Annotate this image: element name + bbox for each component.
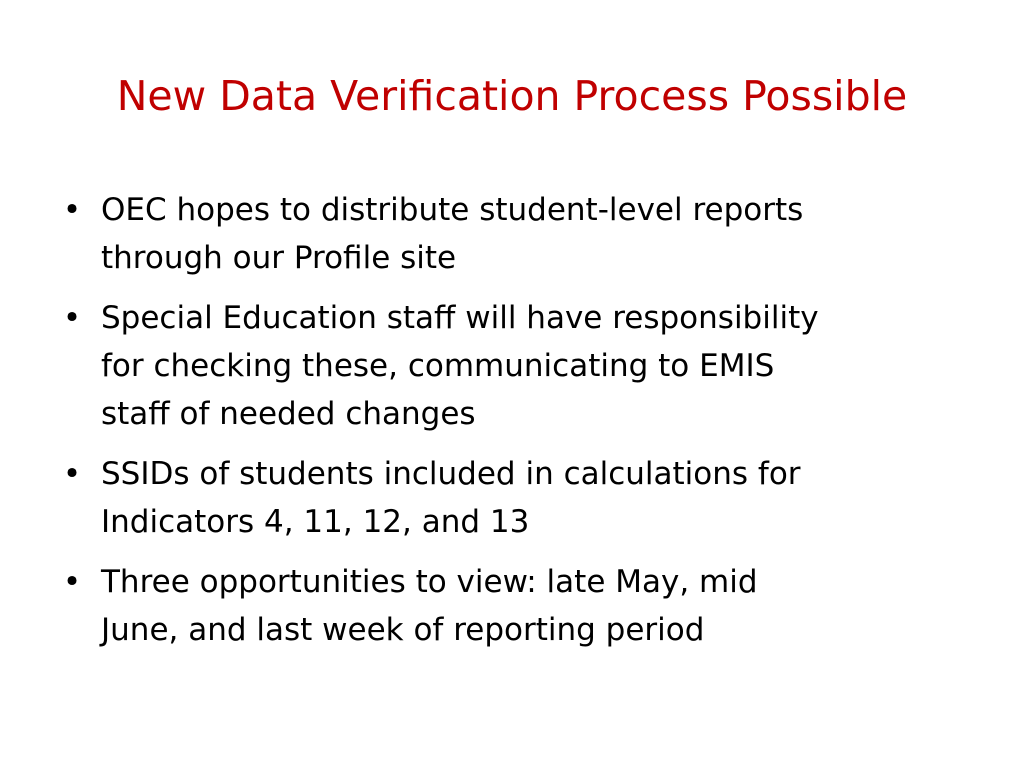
bullet-dot-icon: •	[62, 192, 82, 228]
bullet-item	[60, 294, 970, 438]
bullet-text-line: through our Profile site	[101, 240, 457, 276]
bullet-text-line: staff of needed changes	[101, 396, 476, 432]
bullet-item	[60, 186, 970, 282]
bullet-list	[60, 186, 970, 666]
bullet-text-line: OEC hopes to distribute student-level reports	[101, 192, 804, 228]
slide-title: New Data Verification Process Possible	[116, 72, 908, 120]
bullet-text-line: SSIDs of students included in calculations for	[101, 456, 801, 492]
bullet-text-line: Special Education staff will have responsibility	[101, 300, 819, 336]
bullet-text-line: for checking these, communicating to EMIS	[101, 348, 775, 384]
bullet-item	[60, 450, 970, 546]
bullet-dot-icon: •	[62, 456, 82, 492]
bullet-text-line: Indicators 4, 11, 12, and 13	[101, 504, 530, 540]
bullet-text-line: June, and last week of reporting period	[101, 612, 705, 648]
bullet-dot-icon: •	[62, 300, 82, 336]
bullet-text-line: Three opportunities to view: late May, mid	[101, 564, 758, 600]
bullet-dot-icon: •	[62, 564, 82, 600]
bullet-item	[60, 558, 970, 654]
